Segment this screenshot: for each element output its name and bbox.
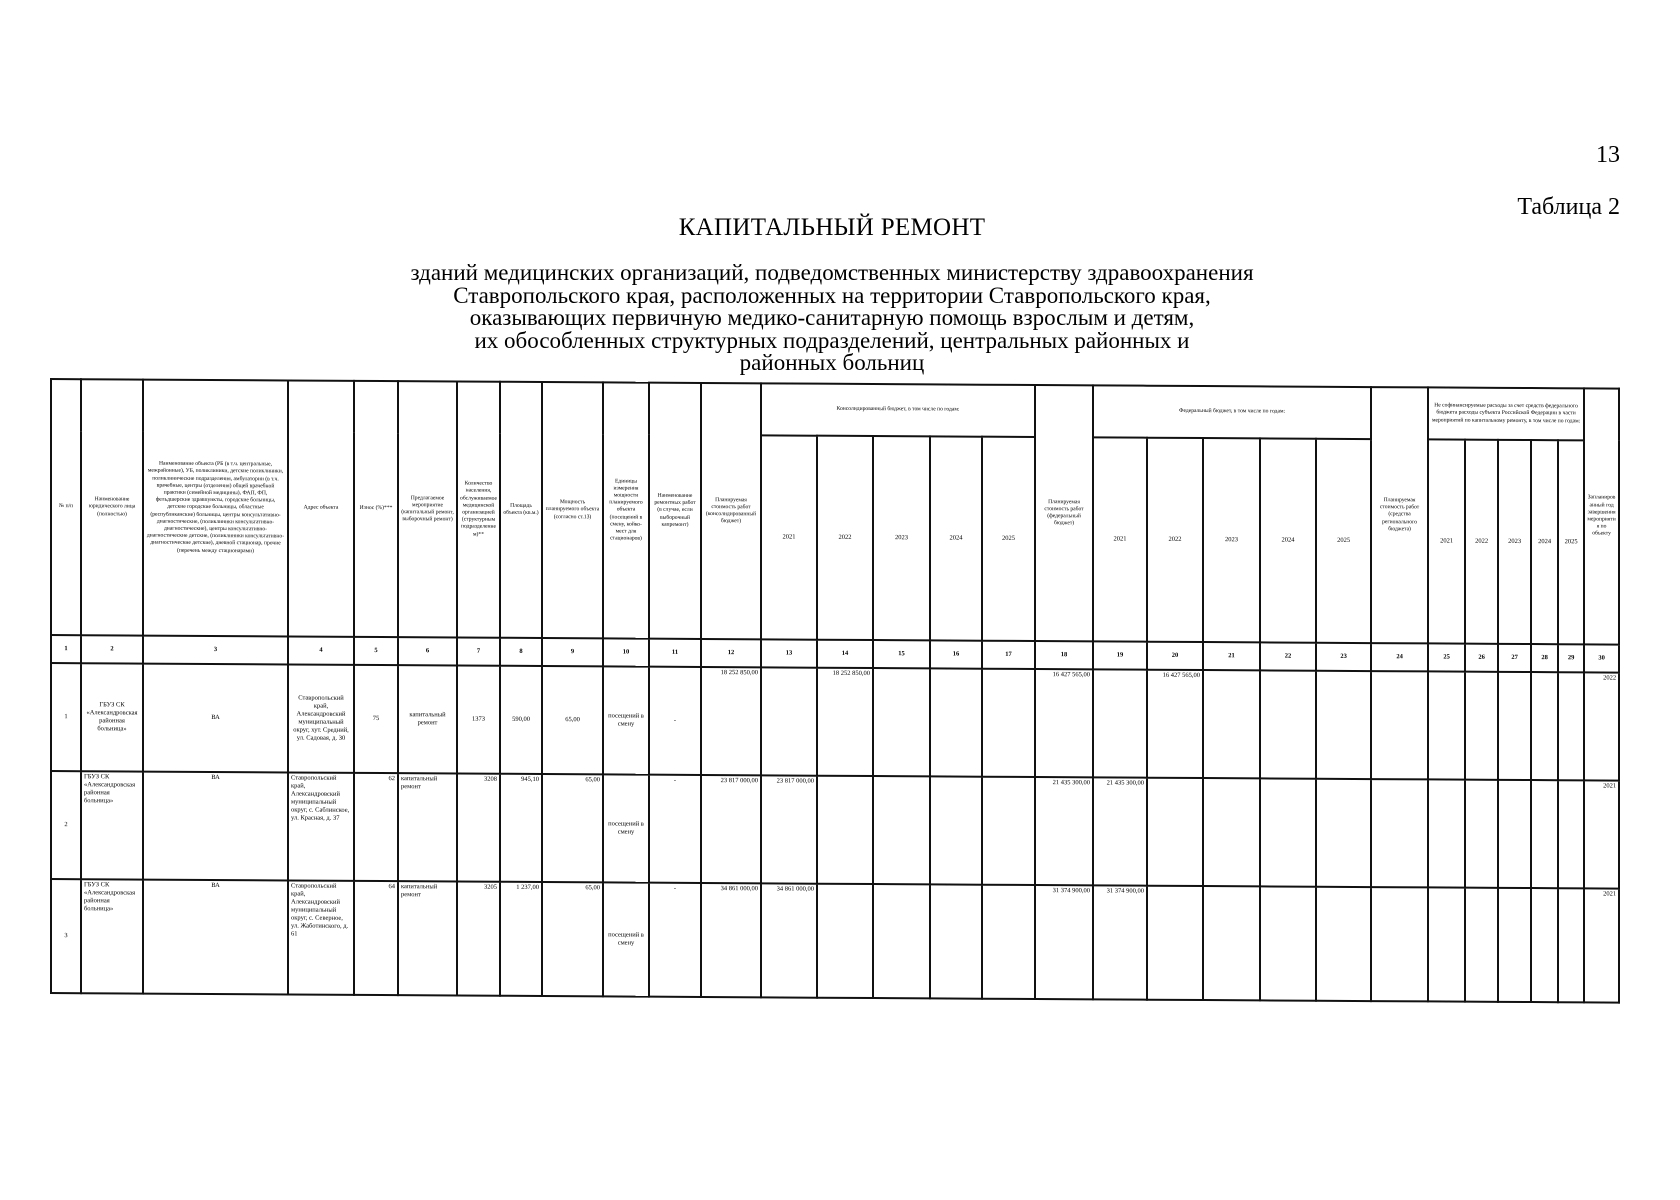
cell-federal-2022: 16 427 565,00 (1147, 670, 1203, 778)
column-number: 14 (817, 640, 873, 668)
header-group-federal: Федеральный бюджет, в том числе по годам: (1093, 385, 1371, 439)
header-area: Площадь объекта (кв.м.) (500, 382, 542, 638)
document-subtitle (0, 262, 1664, 375)
header-object: Наименование объекта (РБ (в т.ч. центральные, межрайонные), УБ, поликлиники, детские поликлиники, поликлинические подразделения, амбулатории (в т.ч. врачебные, центры (отделения) общей врачебной практики (семейной медицины), ФАП, ФП, фельдшерские здравпункты, городские больницы, детские городские больницы, областные (республиканские) больницы, центры консультативно-диагностические, (поликлиники консультативно-диагностические), центры консультативно-диагностические детские, (поликлиники консультативно-диагностические детские), дневной стационар, прочие (перечень между стационарами) (143, 380, 288, 637)
table-label: Таблица 2 (1517, 194, 1620, 220)
repair-table (50, 378, 1620, 1004)
header-works: Наименование ремонтных работ (в случае, если выборочный капремонт) (649, 383, 701, 639)
header-year: 2021 (761, 435, 817, 639)
cell-federal-2021: 31 374 900,00 (1093, 885, 1147, 999)
column-number: 1 (51, 635, 81, 663)
column-number: 6 (398, 637, 457, 665)
cell-federal-2021 (1093, 669, 1147, 777)
cell-consolidated-2021: 34 861 000,00 (761, 883, 817, 997)
table-row (51, 771, 1619, 889)
cell-cost-federal: 21 435 300,00 (1035, 777, 1093, 885)
header-cost-regional: Планируемая стоимость работ (средства регионального бюджета) (1371, 387, 1428, 643)
cell-consolidated-2025 (982, 885, 1035, 999)
cell-area: 1 237,00 (500, 882, 542, 996)
cell-federal-2025 (1316, 671, 1371, 779)
cell-nonco-2024 (1531, 888, 1558, 1002)
column-number: 16 (930, 640, 982, 668)
cell-nonco-2022 (1465, 780, 1498, 888)
cell-cost-regional (1371, 671, 1428, 779)
cell-nonco-2022 (1465, 672, 1498, 780)
header-address: Адрес объекта (288, 380, 354, 636)
column-number: 17 (982, 641, 1035, 669)
cell-area: 945,10 (500, 774, 542, 882)
cell-federal-2021: 21 435 300,00 (1093, 777, 1147, 885)
cell-cost-federal: 16 427 565,00 (1035, 669, 1093, 777)
column-number: 9 (542, 638, 603, 666)
header-unit: Единицы измерения мощности планируемого объекта (посещений в смену, койко-мест для стационаров) (603, 382, 649, 638)
cell-federal-2022 (1147, 778, 1203, 886)
cell-consolidated-2023 (873, 668, 930, 776)
header-year: 2025 (982, 437, 1035, 641)
column-number: 23 (1316, 643, 1371, 671)
column-number: 12 (701, 639, 761, 667)
column-number: 7 (457, 637, 500, 665)
header-measure: Предлагаемое мероприятие (капитальный ремонт, выборочный ремонт) (398, 381, 457, 637)
cell-wear: 64 (354, 881, 398, 995)
cell-measure: капитальный ремонт (398, 881, 457, 995)
header-year: 2022 (1465, 440, 1498, 644)
cell-consolidated-2023 (873, 776, 930, 884)
cell-population: 3208 (457, 773, 500, 881)
header-capacity: Мощность планируемого объекта (согласно ст.13) (542, 382, 603, 638)
cell-unit: посещений в смену (603, 666, 649, 774)
header-year: 2022 (817, 436, 873, 640)
cell-consolidated-2022: 18 252 850,00 (817, 668, 873, 776)
cell-measure: капитальный ремонт (398, 665, 457, 773)
header-year: 2025 (1316, 439, 1371, 643)
header-year: 2023 (1203, 438, 1260, 642)
column-number: 13 (761, 639, 817, 667)
cell-row-number: 3 (51, 879, 81, 993)
column-number: 24 (1371, 643, 1428, 671)
subtitle-line: зданий медицинских организаций, подведомственных министерству здравоохранения (410, 260, 1254, 285)
cell-object: ВА (143, 664, 288, 773)
cell-address: Ставропольский край, Александровский муниципальный округ, с. Саблинское, ул. Красная, д. 37 (288, 772, 354, 880)
cell-nonco-2022 (1465, 888, 1498, 1002)
cell-federal-2025 (1316, 779, 1371, 887)
cell-cost-consolidated: 34 861 000,00 (701, 883, 761, 997)
cell-nonco-2025 (1558, 672, 1584, 780)
column-number: 28 (1531, 644, 1558, 672)
cell-federal-2023 (1203, 886, 1260, 1000)
cell-wear: 62 (354, 773, 398, 881)
cell-nonco-2024 (1531, 672, 1558, 780)
column-number: 21 (1203, 642, 1260, 670)
column-number: 2 (81, 635, 143, 663)
cell-works: - (649, 883, 701, 997)
cell-consolidated-2024 (930, 668, 982, 776)
subtitle-line: Ставропольского края, расположенных на территории Ставропольского края, (453, 282, 1211, 308)
column-number: 3 (143, 636, 288, 665)
cell-works: - (649, 775, 701, 883)
cell-org: ГБУЗ СК «Александровская районная больница» (81, 771, 143, 879)
column-number: 27 (1498, 644, 1531, 672)
header-year: 2025 (1558, 440, 1584, 644)
cell-consolidated-2025 (982, 777, 1035, 885)
cell-wear: 75 (354, 665, 398, 773)
header-population: Количество населения, обслуживаемое медицинской организацией (структурным подразделением)** (457, 381, 500, 637)
cell-capacity: 65,00 (542, 774, 603, 882)
header-year: 2021 (1428, 439, 1465, 643)
header-end-year: Запланированный год завершения мероприятия по объекту (1584, 388, 1619, 644)
cell-works: - (649, 667, 701, 775)
repair-table-wrapper (50, 378, 1620, 1000)
cell-federal-2024 (1260, 778, 1316, 886)
cell-nonco-2021 (1428, 671, 1465, 779)
cell-row-number: 2 (51, 771, 81, 879)
cell-capacity: 65,00 (542, 882, 603, 996)
cell-cost-consolidated: 18 252 850,00 (701, 667, 761, 775)
header-cost-federal: Планируемая стоимость работ (федеральный бюджет) (1035, 385, 1093, 641)
column-number: 22 (1260, 642, 1316, 670)
header-year: 2023 (1498, 440, 1531, 644)
column-number: 30 (1584, 644, 1619, 672)
cell-address: Ставропольский край, Александровский муниципальный округ, с. Северное, ул. Жаботинского, д. 61 (288, 880, 354, 994)
cell-capacity: 65,00 (542, 666, 603, 774)
header-num: № п/п (51, 379, 81, 635)
cell-nonco-2023 (1498, 888, 1531, 1002)
column-number: 10 (603, 638, 649, 666)
cell-consolidated-2022 (817, 776, 873, 884)
column-number: 4 (288, 636, 354, 664)
header-year: 2024 (1531, 440, 1558, 644)
page-number: 13 (1596, 142, 1620, 168)
cell-cost-regional (1371, 887, 1428, 1001)
header-row-groups (51, 379, 1619, 441)
header-group-consolidated: Консолидированный бюджет, в том числе по годам: (761, 383, 1035, 437)
column-number: 19 (1093, 641, 1147, 669)
column-number: 25 (1428, 643, 1465, 671)
header-year: 2023 (873, 436, 930, 640)
cell-nonco-2021 (1428, 887, 1465, 1001)
subtitle-line: их обособленных структурных подразделений, центральных районных и (474, 327, 1190, 353)
subtitle-line: районных больниц (739, 350, 925, 375)
header-year: 2021 (1093, 437, 1147, 641)
column-number: 8 (500, 638, 542, 666)
cell-nonco-2021 (1428, 779, 1465, 887)
cell-cost-federal: 31 374 900,00 (1035, 885, 1093, 999)
document-title: КАПИТАЛЬНЫЙ РЕМОНТ (678, 214, 986, 241)
column-number: 20 (1147, 642, 1203, 670)
cell-cost-consolidated: 23 817 000,00 (701, 775, 761, 883)
cell-federal-2024 (1260, 886, 1316, 1000)
header-wear: Износ (%)*** (354, 381, 398, 637)
column-number: 11 (649, 639, 701, 667)
cell-address: Ставропольский край, Александровский муниципальный округ, хут. Средний, ул. Садовая, д. 30 (288, 664, 354, 772)
cell-consolidated-2021: 23 817 000,00 (761, 775, 817, 883)
cell-org: ГБУЗ СК «Александровская районная больница» (81, 879, 143, 993)
column-number: 26 (1465, 644, 1498, 672)
cell-consolidated-2025 (982, 669, 1035, 777)
table-row (51, 663, 1619, 781)
cell-unit: посещений в смену (603, 774, 649, 882)
cell-cost-regional (1371, 779, 1428, 887)
cell-area: 590,00 (500, 666, 542, 774)
subtitle-line: оказывающих первичную медико-санитарную помощь взрослым и детям, (469, 305, 1195, 330)
header-year: 2022 (1147, 438, 1203, 642)
column-number: 18 (1035, 641, 1093, 669)
cell-federal-2022 (1147, 886, 1203, 1000)
cell-end-year: 2021 (1584, 888, 1619, 1002)
header-year: 2024 (1260, 438, 1316, 642)
cell-consolidated-2021 (761, 667, 817, 775)
cell-org: ГБУЗ СК «Александровская районная больница» (81, 663, 143, 771)
column-number: 5 (354, 637, 398, 665)
cell-object: ВА (143, 772, 288, 881)
header-year: 2024 (930, 436, 982, 640)
cell-nonco-2025 (1558, 888, 1584, 1002)
cell-unit: посещений в смену (603, 882, 649, 996)
cell-nonco-2023 (1498, 780, 1531, 888)
cell-federal-2025 (1316, 887, 1371, 1001)
cell-end-year: 2022 (1584, 672, 1619, 780)
cell-row-number: 1 (51, 663, 81, 771)
header-group-nonco: Не софинансируемые расходы за счет средств федерального бюджета расходы субъекта Российской Федерации в части мероприятий по капитальному ремонту, в том числе по годам: (1428, 387, 1584, 440)
cell-object: ВА (143, 880, 288, 995)
cell-measure: капитальный ремонт (398, 773, 457, 881)
cell-nonco-2023 (1498, 672, 1531, 780)
cell-end-year: 2021 (1584, 780, 1619, 888)
header-org: Наименование юридического лица (полностью) (81, 379, 143, 635)
cell-consolidated-2024 (930, 884, 982, 998)
cell-federal-2023 (1203, 670, 1260, 778)
cell-federal-2023 (1203, 778, 1260, 886)
header-cost-consolidated: Планируемая стоимость работ (консолидированный бюджет) (701, 383, 761, 639)
cell-population: 3205 (457, 881, 500, 995)
cell-consolidated-2024 (930, 776, 982, 884)
table-row (51, 879, 1619, 1003)
cell-consolidated-2023 (873, 884, 930, 998)
cell-nonco-2024 (1531, 780, 1558, 888)
cell-population: 1373 (457, 665, 500, 773)
cell-nonco-2025 (1558, 780, 1584, 888)
cell-federal-2024 (1260, 670, 1316, 778)
column-number: 29 (1558, 644, 1584, 672)
cell-consolidated-2022 (817, 884, 873, 998)
column-number: 15 (873, 640, 930, 668)
